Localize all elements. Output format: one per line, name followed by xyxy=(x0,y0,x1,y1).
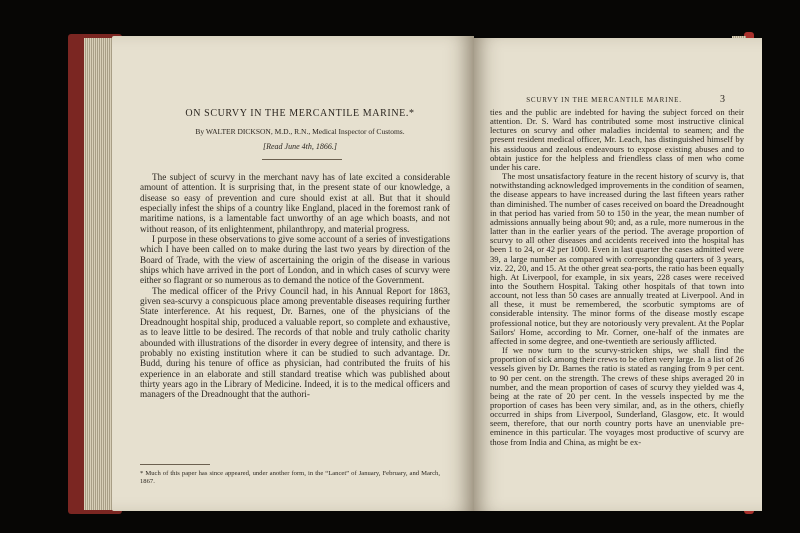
right-page xyxy=(474,38,762,511)
read-date: [Read June 4th, 1866.] xyxy=(263,142,337,151)
paragraph: The subject of scurvy in the merchant navy has of late excited a considerable amount of attention. It is surprising that, in the present state of our knowledge, a disease so easy of prevention and cure should exist at all. But that it should especially infest the ships of a country like England, placed in the foremost rank of maritime nations, is a lamentable fact unworthy of an age which boasts, and not without reason, of its enlightenment, philanthropy, and material progress. xyxy=(140,172,450,234)
author-byline: By WALTER DICKSON, M.D., R.N., Medical Inspector of Customs. xyxy=(195,127,405,136)
right-body-text xyxy=(490,108,744,447)
paragraph: If we now turn to the scurvy-stricken ships, we shall find the proportion of sick among their crews to be often very large. In a list of 26 vessels given by Dr. Barnes the ratio is stated as ranging from 9 per cent. to 90 per cent. on the strength. The crews of these ships averaged 20 in number, and the mean proportion of cases of scurvy they yielded was 4, being at the rate of 20 per cent. In the vessels inspected by me the proportion of cases has been very similar, and, as in the others, chiefly occurred in ships from Liverpool, Sunderland, Glasgow, etc. It would seem, therefore, that our north country ports have an unenviable pre-eminence in this particular. The voyages most productive of scurvy are those from India and China, as might be ex- xyxy=(490,345,744,447)
page-number: 3 xyxy=(720,94,725,105)
footnote: * Much of this paper has since appeared, under another form, in the “Lancet” of January, February, and March, 1867. xyxy=(140,470,440,485)
title-rule xyxy=(262,159,342,160)
paragraph: The most unsatisfactory feature in the recent history of scurvy is, that notwithstanding acknowledged improvements in the condition of seamen, the disease appears to have increased during the last fifteen years rather than diminished. The number of cases received on board the Dreadnought in that period has varied from 50 to 150 in the year, the mean number of admissions annually being about 90; and, as a rule, more numerous in the latter than in the earlier years of the period. The average proportion of scurvy to all other diseases and accidents received into the hospital has been 1 to 24, or 42 per 1000. Even in last quarter the cases admitted were 39, a large number as compared with corresponding quarters of 3 years, viz. 22, 20, and 15. At the other great sea-ports, the ratio has been equally high. At Liverpool, for example, in six years, 228 cases were received into the Southern Hospital. Taking other hospitals of that town into account, not less than 50 cases are annually treated at Liverpool. And in all these, it must be remembered, the scorbutic symptoms are of considerable intensity. The minor forms of the disease mostly escape professional notice, but they are notoriously very prevalent. At the Poplar Sailors' Home, according to Mr. Corner, one-half of the inmates are affected in some degree, and one-twentieth are seriously afflicted. xyxy=(490,171,744,346)
article-title: ON SCURVY IN THE MERCANTILE MARINE.* xyxy=(185,108,415,119)
running-head: SCURVY IN THE MERCANTILE MARINE. xyxy=(526,96,682,104)
paragraph: ties and the public are indebted for having the subject forced on their attention. Dr. S. Ward has contributed some most instructive clinical lectures on scurvy and other maladies incidental to seamen; and the present resident medical officer, Mr. Leach, has distinguished himself by his assiduous and zealous endeavours to expose existing abuses and to obtain justice for the helpless and friendless class of men who come under his care. xyxy=(490,107,744,172)
left-body-text xyxy=(140,172,450,400)
open-book xyxy=(68,28,750,517)
page-edges-left xyxy=(84,38,114,510)
paragraph: The medical officer of the Privy Council had, in his Annual Report for 1863, given sea-scurvy a conspicuous place among preventable diseases requiring further State interference. At his request, Dr. Barnes, one of the physicians of the Dreadnought hospital ship, produced a valuable report, so complete and exhaustive, as to leave little to be desired. The records of that noble and truly catholic charity abounded with illustrations of the disorder in every degree of intensity, and there is probably no existing institution where it can be studied to such advantage. Dr. Budd, during his tenure of office as physician, had contributed the fruits of his experience in an elaborate and still standard treatise which was published about thirty years ago in the Library of Medicine. Indeed, it is to the medical officers and managers of the Dreadnought that the authori- xyxy=(140,285,450,400)
left-page xyxy=(112,36,474,511)
footnote-rule xyxy=(140,464,210,465)
paragraph: I purpose in these observations to give some account of a series of investigations which I have been called on to make during the last two years by direction of the Board of Trade, with the view of ascertaining the origin of the disease in various ships which have arrived in the port of London, and in which cases of scurvy were either so flagrant or so numerous as to demand the notice of the Government. xyxy=(140,234,450,286)
